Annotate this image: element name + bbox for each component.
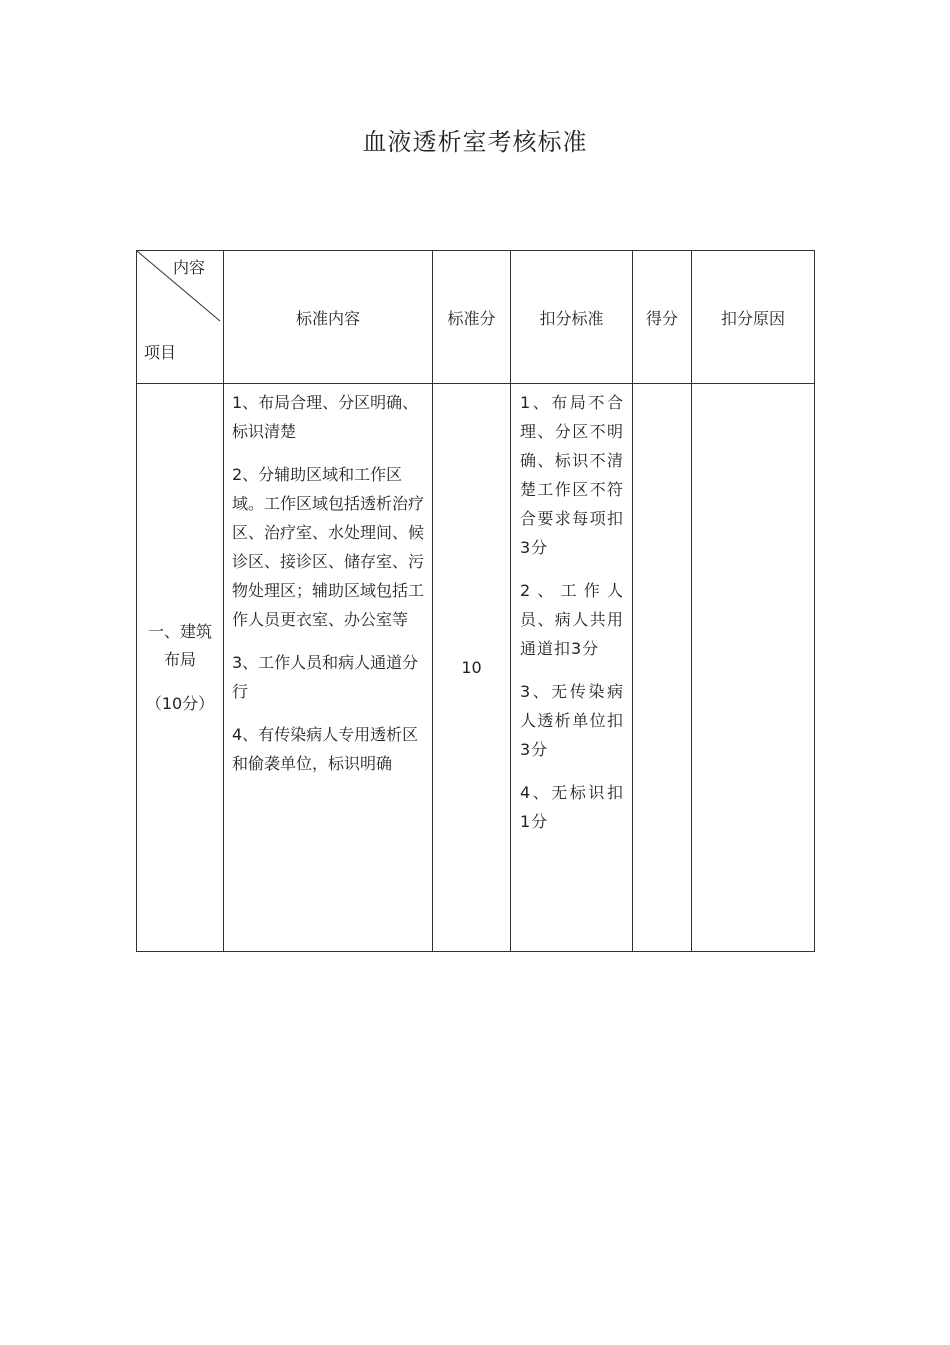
standard-content-cell (224, 384, 433, 952)
header-item-label: 项目 (144, 343, 177, 362)
item-cell (137, 384, 224, 952)
header-standard-content: 标准内容 (224, 251, 433, 384)
content-item: 2、分辅助区域和工作区域。工作区域包括透析治疗区、治疗室、水处理间、候诊区、接诊区、储存室、污物处理区；辅助区域包括工作人员更衣室、办公室等 (232, 465, 425, 629)
item-points: （10分） (145, 693, 215, 713)
item-name-line-2: 布局 (163, 649, 196, 669)
deduction-item: 2、工作人员、病人共用通道扣3分 (520, 581, 624, 658)
content-item: 3、工作人员和病人通道分行 (232, 653, 419, 701)
item-name-line-1: 一、建筑 (147, 621, 212, 641)
deduction-reason-cell (692, 384, 815, 952)
header-deduction-standard: 扣分标准 (511, 251, 633, 384)
deduction-item: 4、无标识扣1分 (520, 783, 624, 831)
header-score: 得分 (633, 251, 692, 384)
header-deduction-reason: 扣分原因 (692, 251, 815, 384)
deduction-standard-cell (511, 384, 633, 952)
score-cell (633, 384, 692, 952)
table-row (137, 384, 815, 952)
content-item: 4、有传染病人专用透析区和偷袭单位，标识明确 (232, 725, 419, 773)
header-standard-score: 标准分 (433, 251, 511, 384)
header-content-label: 内容 (172, 258, 205, 277)
content-item: 1、布局合理、分区明确、标识清楚 (232, 393, 419, 441)
standard-score-value: 10 (433, 384, 511, 952)
document-title: 血液透析室考核标准 (362, 128, 588, 156)
diagonal-header-cell (137, 251, 224, 384)
deduction-item: 1、布局不合理、分区不明确、标识不清楚工作区不符合要求每项扣3分 (520, 393, 624, 557)
assessment-table (136, 250, 815, 952)
table-header-row (137, 251, 815, 384)
deduction-item: 3、无传染病人透析单位扣3分 (520, 682, 624, 759)
